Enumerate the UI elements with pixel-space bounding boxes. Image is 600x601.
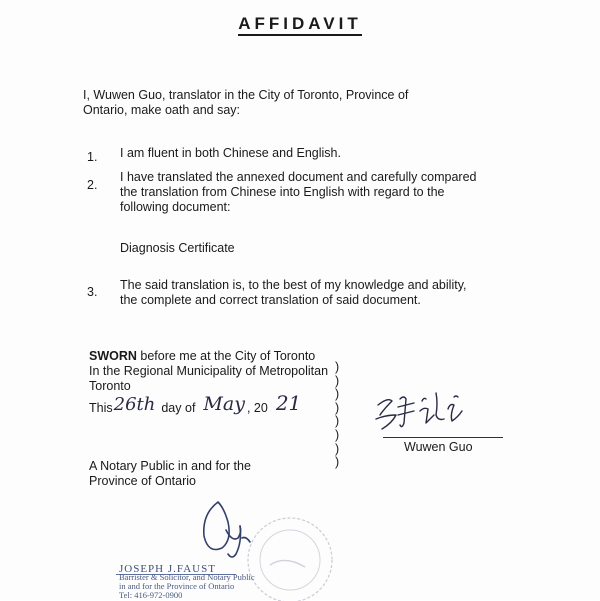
jurat-line-1 (89, 349, 349, 364)
notary-stamp-line-3: Tel: 416-972-0900 (119, 590, 183, 600)
handwritten-day: 26th (113, 394, 156, 415)
handwritten-month: May (203, 393, 245, 415)
item-number-2: 2. (87, 178, 98, 192)
sworn-word: SWORN (89, 349, 137, 363)
item-number-3: 3. (87, 285, 98, 299)
title-text: AFFIDAVIT (238, 14, 362, 36)
handwritten-year: 21 (275, 391, 302, 415)
jurat-line-3: Toronto (89, 379, 131, 393)
item-text-2: I have translated the annexed document and carefully compared the translation from Chinese into English with regard to the following document: (120, 170, 477, 214)
brace-mark: ) (335, 400, 340, 415)
notary-signature (188, 492, 268, 562)
notary-block (89, 459, 309, 489)
this-label: This (89, 401, 113, 415)
jurat-line-1-rest: before me at the City of Toronto (136, 349, 316, 363)
brace-mark: ) (335, 427, 340, 442)
notary-line-1: A Notary Public in and for the (89, 459, 251, 473)
brace-mark: ) (335, 455, 340, 470)
brace-mark: ) (335, 373, 340, 388)
signature-line (383, 437, 503, 438)
year-prefix: , 20 (246, 401, 268, 415)
notary-stamp-line-2: in and for the Province of Ontario (119, 581, 235, 591)
notary-line-2: Province of Ontario (89, 474, 196, 488)
notary-stamp-line-1: Barrister & Solicitor, and Notary Public (119, 572, 255, 582)
deponent-signature (370, 385, 480, 435)
jurat-date-line (89, 391, 302, 416)
day-of-label: day of (161, 401, 196, 415)
jurat-block (89, 349, 349, 394)
item-text-1: I am fluent in both Chinese and English. (120, 146, 341, 160)
document-name: Diagnosis Certificate (120, 241, 235, 255)
jurat-brace (335, 361, 345, 470)
brace-mark: ) (335, 414, 340, 429)
notary-stamp-name: JOSEPH J.FAUST (119, 563, 216, 575)
item-text-3: The said translation is, to the best of my knowledge and ability, the complete and correct translation of said document. (120, 278, 467, 307)
deponent-name: Wuwen Guo (404, 440, 473, 454)
brace-mark: ) (335, 387, 340, 402)
document-title (0, 16, 600, 33)
intro-paragraph: I, Wuwen Guo, translator in the City of Toronto, Province of Ontario, make oath and say: (83, 88, 409, 117)
item-number-1: 1. (87, 150, 98, 164)
brace-mark: ) (335, 360, 340, 374)
brace-mark: ) (335, 441, 340, 456)
jurat-line-2: In the Regional Municipality of Metropolitan (89, 364, 329, 378)
